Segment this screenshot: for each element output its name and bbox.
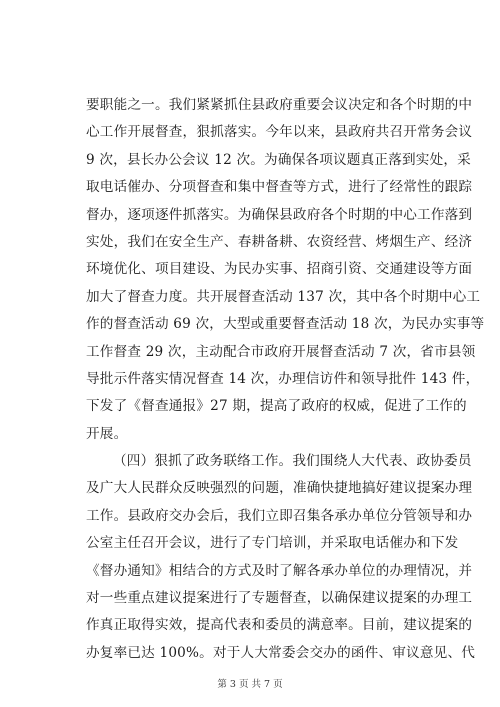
text-line: 作的督查活动 69 次，大型或重要督查活动 18 次，为民办实事等 [86, 316, 485, 333]
text-line: 9 次，县长办公会议 12 次。为确保各项议题真正落到实处，采 [86, 151, 471, 168]
text-line: 实处，我们在安全生产、春耕备耕、农资经营、烤烟生产、经济 [86, 233, 473, 250]
text-line: 要职能之一。我们紧紧抓住县政府重要会议决定和各个时期的中 [86, 97, 473, 113]
text-line: 作真正取得实效，提高代表和委员的满意率。目前，建议提案的 [86, 617, 473, 634]
text-line: 导批示件落实情况督查 14 次，办理信访件和领导批件 143 件， [86, 370, 480, 387]
text-line: 心工作开展督查，狠抓落实。今年以来，县政府共召开常务会议 [86, 124, 473, 141]
text-line: 加大了督查力度。共开展督查活动 137 次，其中各个时期中心工 [86, 288, 481, 305]
text-line: 《督办通知》相结合的方式及时了解各承办单位的办理情况，并 [86, 562, 473, 579]
paragraph-start-line: （四）狠抓了政务联络工作。我们围绕人大代表、政协委员 [113, 453, 472, 470]
text-line: 公室主任召开会议，进行了专门培训，并采取电话催办和下发 [86, 535, 459, 552]
text-line: 办复率已达 100%。对于人大常委会交办的函件、审议意见、代 [86, 644, 476, 661]
text-line: 取电话催办、分项督查和集中督查等方式，进行了经常性的跟踪 [86, 179, 473, 196]
body-text [86, 92, 485, 667]
page-number-footer: 第 3 页 共 7 页 [217, 679, 283, 690]
text-line: 及广大人民群众反映强烈的问题，准确快捷地搞好建议提案办理 [86, 480, 473, 497]
text-line: 工作。县政府交办会后，我们立即召集各承办单位分管领导和办 [86, 507, 473, 524]
text-line: 督办，逐项逐件抓落实。为确保县政府各个时期的中心工作落到 [86, 206, 473, 223]
text-line: 对一些重点建议提案进行了专题督查，以确保建议提案的办理工 [86, 590, 473, 607]
text-line: 工作督查 29 次，主动配合市政府开展督查活动 7 次，省市县领 [86, 343, 476, 360]
text-line: 环境优化、项目建设、为民办实事、招商引资、交通建设等方面 [86, 261, 473, 278]
text-line: 下发了《督查通报》27 期，提高了政府的权威，促进了工作的 [86, 398, 467, 415]
text-line: 开展。 [86, 425, 128, 442]
